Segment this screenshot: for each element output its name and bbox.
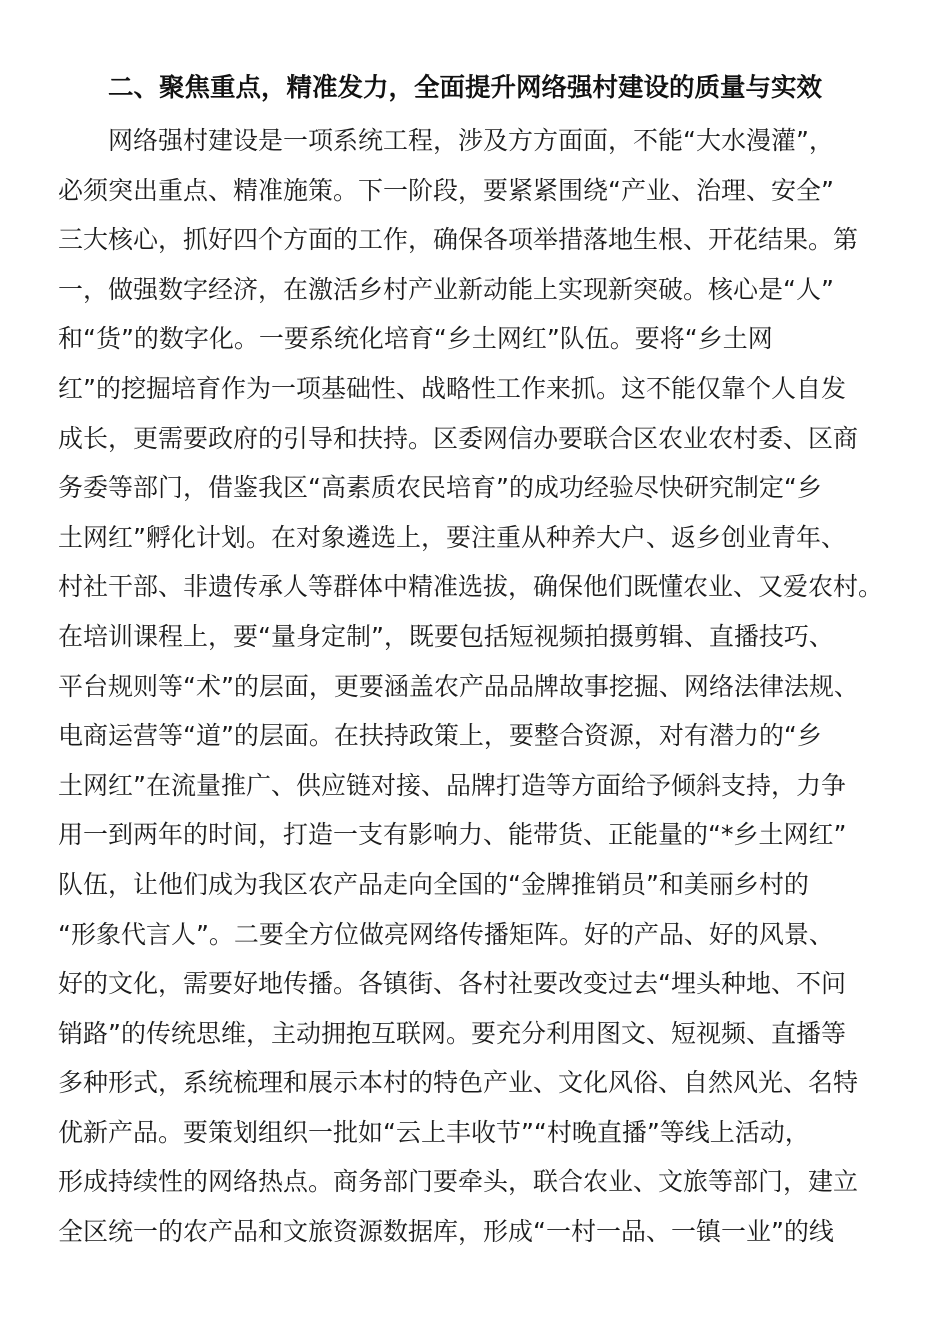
text-line: 三大核心，抓好四个方面的工作，确保各项举措落地生根、开花结果。第 (58, 225, 859, 255)
text-line: 在培训课程上，要“量身定制”，既要包括短视频拍摄剪辑、直播技巧、 (58, 621, 834, 651)
text-line: 成长，更需要政府的引导和扶持。区委网信办要联合区农业农村委、区商 (58, 423, 859, 453)
text-line: 多种形式，系统梳理和展示本村的特色产业、文化风俗、自然风光、名特 (58, 1068, 859, 1098)
body-paragraph (58, 116, 908, 1257)
section-heading: 二、聚焦重点，精准发力，全面提升网络强村建设的质量与实效 (108, 73, 823, 103)
text-line: 土网红”在流量推广、供应链对接、品牌打造等方面给予倾斜支持，力争 (58, 770, 846, 800)
text-line: 和“货”的数字化。一要系统化培育“乡土网红”队伍。要将“乡土网 (58, 324, 773, 354)
text-line: 用一到两年的时间，打造一支有影响力、能带货、正能量的“*乡土网红” (58, 820, 847, 850)
text-line: 平台规则等“术”的层面，更要涵盖农产品品牌故事挖掘、网络法律法规、 (58, 671, 859, 701)
text-line: 红”的挖掘培育作为一项基础性、战略性工作来抓。这不能仅靠个人自发 (58, 373, 846, 403)
text-line: 销路”的传统思维，主动拥抱互联网。要充分利用图文、短视频、直播等 (58, 1018, 846, 1048)
text-line: 优新产品。要策划组织一批如“云上丰收节”“村晚直播”等线上活动， (58, 1117, 810, 1147)
text-line: 形成持续性的网络热点。商务部门要牵头，联合农业、文旅等部门，建立 (58, 1167, 859, 1197)
text-line: 网络强村建设是一项系统工程，涉及方方面面，不能“大水漫灌”， (108, 126, 834, 155)
text-line: 全区统一的农产品和文旅资源数据库，形成“一村一品、一镇一业”的线 (58, 1217, 834, 1247)
text-line: 务委等部门，借鉴我区“高素质农民培育”的成功经验尽快研究制定“乡 (58, 473, 822, 503)
text-line: 队伍，让他们成为我区农产品走向全国的“金牌推销员”和美丽乡村的 (58, 869, 809, 899)
text-line: 必须突出重点、精准施策。下一阶段，要紧紧围绕“产业、治理、安全” (58, 175, 834, 205)
text-line: 土网红”孵化计划。在对象遴选上，要注重从种养大户、返乡创业青年、 (58, 522, 846, 552)
text-line: 电商运营等“道”的层面。在扶持政策上，要整合资源，对有潜力的“乡 (58, 721, 822, 751)
text-line: “形象代言人”。二要全方位做亮网络传播矩阵。好的产品、好的风景、 (58, 919, 834, 949)
text-line: 好的文化，需要好地传播。各镇街、各村社要改变过去“埋头种地、不问 (58, 969, 846, 999)
text-line: 一，做强数字经济，在激活乡村产业新动能上实现新突破。核心是“人” (58, 274, 834, 304)
text-line: 村社干部、非遗传承人等群体中精准选拔，确保他们既懂农业、又爱农村。 (58, 572, 884, 602)
